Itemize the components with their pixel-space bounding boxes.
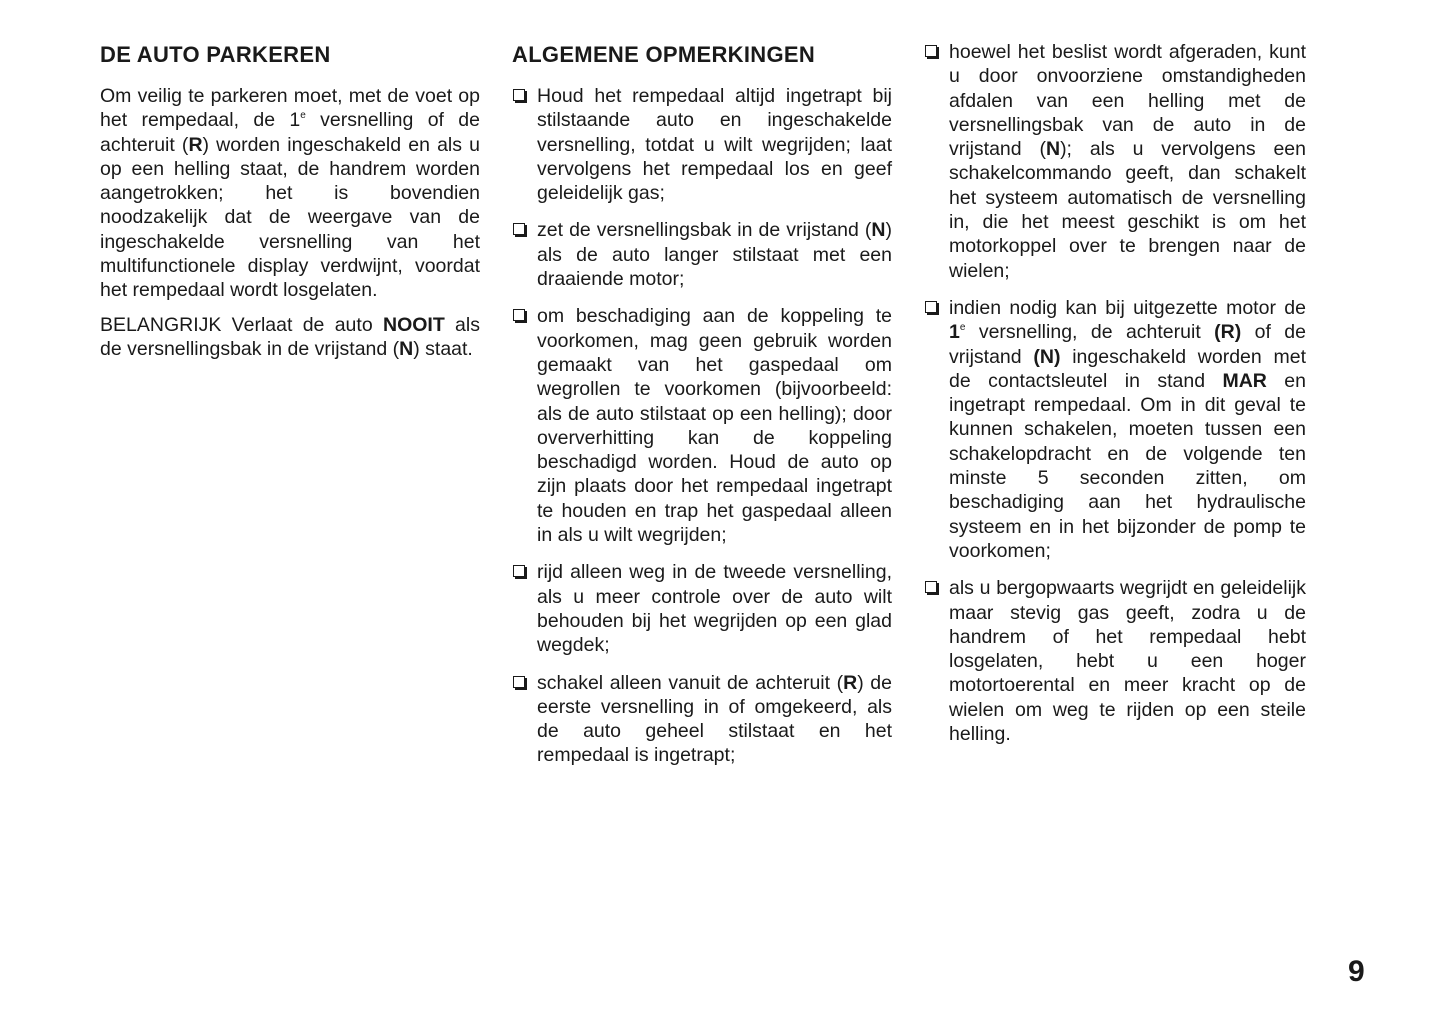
ignition-key-mar: MAR: [1222, 369, 1267, 392]
column-general-notes: [512, 40, 892, 781]
list-item-text: zet de versnellingsbak in de vrijstand (: [537, 219, 872, 242]
general-notes-list: [512, 84, 892, 768]
list-item-text: schakel alleen vanuit de achteruit (: [537, 671, 844, 694]
checkbox-bullet-icon: [513, 565, 525, 577]
list-item-text: ); als u vervolgens een schakelcommando geeft, dan schakelt het systeem automatisch de versnelling in, die het meest geschikt is om het motorkoppel over te brengen naar de wielen;: [949, 138, 1306, 282]
checkbox-bullet-icon: [925, 301, 937, 313]
column-parking: [100, 40, 480, 371]
list-item: [924, 576, 1306, 746]
list-item-text: hoewel het beslist wordt afgeraden, kunt u door onvoorziene omstandigheden afdalen van een helling met de versnellingsbak van de auto in de vrijstand (: [949, 41, 1306, 161]
list-item: [512, 560, 892, 657]
gear-key-n: N: [871, 219, 886, 242]
list-item: [512, 218, 892, 291]
gear-key-r: R: [188, 133, 203, 156]
heading-general-notes: ALGEMENE OPMERKINGEN: [512, 42, 816, 67]
list-item-text: als u bergopwaarts wegrijdt en geleidelijk maar stevig gas geeft, zodra u de handrem of het rempedaal hebt losgelaten, hebt u een hoger motortoerental en meer kracht op de wielen om weg te rijden op een steile helling.: [949, 577, 1306, 746]
gear-key-n: (N): [1033, 345, 1061, 368]
list-item-text: versnelling, de achteruit: [965, 321, 1215, 344]
checkbox-bullet-icon: [513, 309, 525, 321]
checkbox-bullet-icon: [513, 89, 525, 101]
parking-text-b: versnelling of de achteruit (: [100, 109, 480, 156]
list-item-text: en ingetrapt rempedaal. Om in dit geval te kunnen schakelen, moeten tussen een schakelopdracht en de volgende ten minste 5 seconden zitten, om beschadiging aan het hydraulische systeem en in het bijzonder de pomp te voorkomen;: [949, 369, 1306, 562]
list-item: [512, 304, 892, 547]
list-item-text: ingeschakeld worden met de contactsleutel in stand: [949, 345, 1307, 392]
general-notes-list-continued: [924, 40, 1306, 746]
important-text-b: als de versnellingsbak in de vrijstand (: [100, 313, 480, 360]
parking-paragraph: [100, 84, 480, 303]
important-text-a: BELANGRIJK Verlaat de auto: [100, 313, 383, 336]
parking-text-a: Om veilig te parkeren moet, met de voet op het rempedaal, de 1: [100, 85, 480, 132]
gear-key-r: R: [843, 671, 858, 694]
gear-number: 1: [949, 321, 960, 344]
checkbox-bullet-icon: [925, 581, 937, 593]
gear-key-r: (R): [1214, 321, 1242, 344]
important-note: [100, 313, 480, 362]
list-item-text: rijd alleen weg in de tweede versnelling, als u meer controle over de auto wilt behouden bij het wegrijden op een glad wegdek;: [537, 561, 892, 657]
list-item-text: om beschadiging aan de koppeling te voorkomen, mag geen gebruik worden gemaakt van het gaspedaal om wegrollen te voorkomen (bijvoorbeeld: als de auto stilstaat op een helling); door oververhitting kan de koppeling beschadigd worden. Houd de auto op zijn plaats door het rempedaal ingetrapt te houden en trap het gaspedaal alleen in als u wilt wegrijden;: [537, 305, 892, 547]
list-item-text: of de vrijstand: [949, 321, 1306, 368]
important-text-c: ) staat.: [413, 337, 473, 360]
list-item-text: Houd het rempedaal altijd ingetrapt bij stilstaande auto en ingeschakelde versnelling, totdat u wilt wegrijden; laat vervolgens het rempedaal los en geef geleidelijk gas;: [537, 85, 892, 205]
list-item-text: ) de eerste versnelling in of omgekeerd, als de auto geheel stilstaat en het rempedaal is ingetrapt;: [537, 671, 892, 767]
list-item: [512, 671, 892, 768]
gear-key-n: N: [1045, 138, 1061, 161]
list-item-text: ) als de auto langer stilstaat met een draaiende motor;: [537, 219, 892, 291]
checkbox-bullet-icon: [513, 223, 525, 235]
superscript-e: e: [959, 322, 966, 334]
heading-parking: DE AUTO PARKEREN: [100, 42, 331, 67]
list-item-text: indien nodig kan bij uitgezette motor de: [949, 296, 1306, 319]
gear-key-n: N: [399, 337, 414, 360]
checkbox-bullet-icon: [925, 45, 937, 57]
page-number: 9: [1348, 955, 1365, 988]
list-item: [512, 84, 892, 205]
list-item: [924, 296, 1306, 563]
important-nooit: NOOIT: [382, 313, 445, 336]
column-general-notes-continued: [924, 40, 1306, 759]
superscript-e: e: [300, 110, 306, 122]
list-item: [924, 40, 1306, 283]
checkbox-bullet-icon: [513, 676, 525, 688]
parking-text-c: ) worden ingeschakeld en als u op een helling staat, de handrem worden aangetrokken; het is bovendien noodzakelijk dat de weergave van de ingeschakelde versnelling van het multifunctionele display verdwijnt, voordat het rempedaal wordt losgelaten.: [100, 133, 480, 302]
